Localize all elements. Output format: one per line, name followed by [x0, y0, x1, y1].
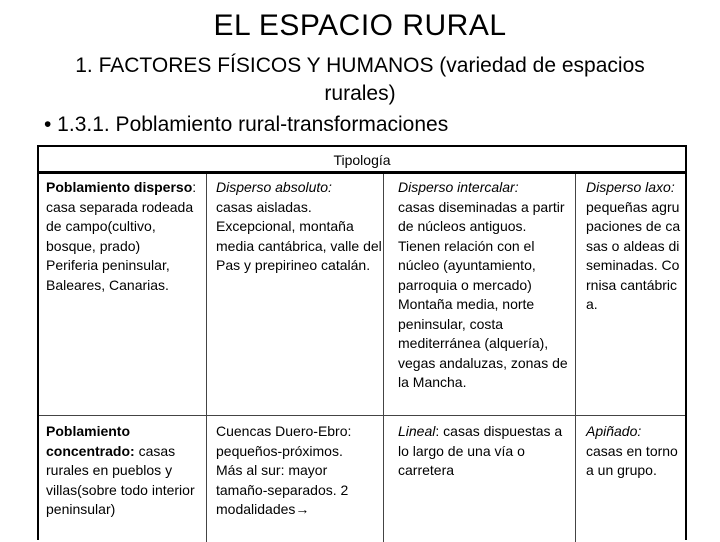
row2-col4-cell — [586, 422, 684, 481]
row1-col3-cell — [398, 178, 574, 393]
row1-col2-text: casas aisladas. Excepcional, montaña media cantábrica, valle del Pas y prepirineo catalán. — [216, 198, 382, 273]
row2-col1-text: Poblamiento concentrado: casas rurales en pueblos y villas(sobre todo interior peninsular) — [46, 423, 195, 517]
row1-col1-term: Poblamiento disperso — [46, 179, 193, 195]
row1-col3-text3: Montaña media, norte peninsular, costa mediterránea (alquería), vegas andaluzas, zonas de la Mancha. — [398, 296, 568, 390]
row1-col3-text2: Tienen relación con el núcleo (ayuntamiento, parroquia o mercado) — [398, 237, 536, 293]
row2-col4-term: Apiñado: — [586, 423, 642, 439]
row1-col1-cell — [46, 178, 204, 295]
row2-col2-cell — [216, 422, 380, 520]
row1-col1-text1: Poblamiento disperso: casa separada rodeada de campo(cultivo, bosque, prado) — [46, 179, 197, 254]
row2-col3-text: Lineal: casas dispuestas a lo largo de una vía o carretera — [398, 423, 563, 478]
row2-col1-term: Poblamiento concentrado: — [46, 423, 135, 459]
row2-col1-cell — [46, 422, 204, 520]
column-divider — [206, 174, 207, 542]
row1-col1-text2: Periferia peninsular, Baleares, Canarias. — [46, 257, 170, 293]
row2-col2-text2: Más al sur: mayor tamaño-separados. 2 modalidades→ — [216, 462, 349, 517]
row2-col3-term: Lineal — [398, 423, 436, 439]
row1-col3-text1: casas diseminadas a partir de núcleos antiguos. — [398, 198, 565, 234]
row2-col4-text: casas en torno a un grupo. — [586, 442, 678, 478]
row1-col2-term: Disperso absoluto: — [216, 179, 332, 195]
table-header: Tipología — [39, 147, 685, 174]
row1-col4-text: pequeñas agrupaciones de casas o aldeas diseminadas. Cornisa cantábrica. — [586, 198, 681, 312]
row1-col4-cell — [586, 178, 684, 315]
slide-subtitle: 1. FACTORES FÍSICOS Y HUMANOS (variedad de espacios rurales) — [75, 54, 645, 105]
slide-title: EL ESPACIO RURAL — [213, 9, 507, 42]
row1-col3-term: Disperso intercalar: — [398, 179, 519, 195]
typology-table — [37, 145, 687, 540]
bullet-point: • 1.3.1. Poblamiento rural-transformaciones — [44, 113, 449, 136]
row-divider — [39, 415, 685, 416]
column-divider — [575, 174, 576, 542]
row1-col4-term: Disperso laxo: — [586, 179, 675, 195]
row1-col2-cell — [216, 178, 384, 276]
row2-col2-text1: Cuencas Duero-Ebro: pequeños-próximos. — [216, 423, 352, 459]
row2-col3-cell — [398, 422, 574, 481]
